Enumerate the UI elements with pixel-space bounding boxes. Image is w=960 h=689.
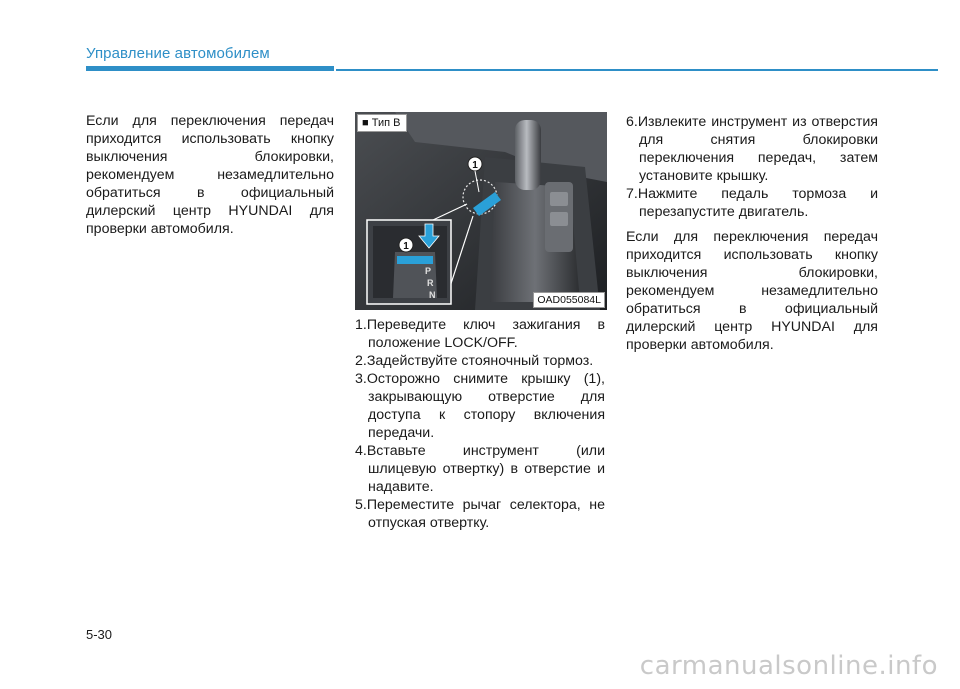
header-rule-thick [86,66,334,71]
callout-number-inset: 1 [403,241,409,252]
gear-letter-r: R [427,278,434,288]
step-item: 6.Извлеките инструмент из отверстия для снятия блокировки переключения передач, затем установите крышку. [626,114,878,184]
callout-number-top: 1 [472,160,478,171]
watermark: carmanualsonline.info [639,651,938,681]
step-item: 5.Переместите рычаг селектора, не отпуская отвертку. [355,497,605,531]
type-tag [357,114,407,132]
right-column [626,113,878,354]
warning-paragraph: Если для переключения передач приходится использовать кнопку выключения блокировки, рекомендуем незамедлительно обратиться в официальный дилерский центр HYUNDAI для проверки автомобиля. [626,229,878,353]
step-item: 1.Переведите ключ зажигания в положение LOCK/OFF. [355,317,605,351]
step-item: 4.Вставьте инструмент (или шлицевую отвертку) в отверстие и надавите. [355,443,605,495]
left-column [86,112,334,238]
header-rule-thin [336,69,938,71]
image-code: OAD055084L [533,292,605,308]
step-item: 2.Задействуйте стояночный тормоз. [355,353,594,369]
page-number: 5-30 [86,627,113,642]
square-bullet-icon: ■ [362,117,369,129]
step-item: 7.Нажмите педаль тормоза и перезапустите двигатель. [626,186,878,220]
type-tag-label: Тип B [371,117,401,129]
step-item: 3.Осторожно снимите крышку (1), закрывающую отверстие для доступа к стопору включения передачи. [355,371,605,441]
gear-selector-illustration [355,112,607,310]
gear-letter-p: P [425,266,432,276]
section-title: Управление автомобилем [86,45,270,62]
middle-column [355,316,605,532]
gear-letter-n: N [429,290,436,300]
shift-lock-figure [355,112,607,310]
warning-paragraph: Если для переключения передач приходится использовать кнопку выключения блокировки, рекомендуем незамедлительно обратиться в официальный дилерский центр HYUNDAI для проверки автомобиля. [86,113,334,237]
